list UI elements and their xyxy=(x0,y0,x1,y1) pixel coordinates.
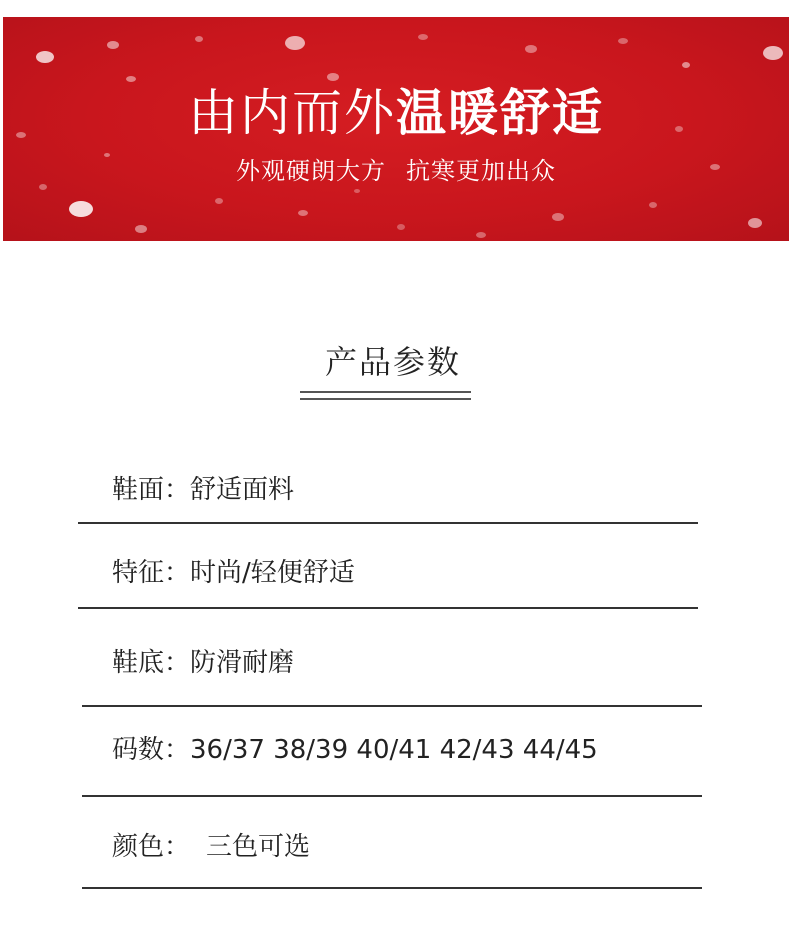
param-row-upper xyxy=(112,473,294,507)
param-label: 颜色： xyxy=(112,832,191,862)
banner-subline xyxy=(3,156,789,186)
section-title: 产品参数 xyxy=(324,343,461,381)
param-label: 特征： xyxy=(112,558,191,588)
headline-light-text: 由内而外 xyxy=(188,84,396,142)
param-value: 防滑耐磨 xyxy=(190,648,295,678)
param-value: 三色可选 xyxy=(206,832,311,862)
param-row-sole xyxy=(112,646,294,680)
param-label: 鞋底： xyxy=(112,648,191,678)
headline-bold-text: 温暖舒适 xyxy=(396,84,604,142)
subline-left-text: 外观硬朗大方 xyxy=(236,157,386,185)
hero-banner xyxy=(3,17,789,241)
section-title-underline xyxy=(300,391,471,400)
param-row-feature xyxy=(112,556,355,590)
param-label: 码数： xyxy=(112,735,191,765)
param-label: 鞋面： xyxy=(112,475,191,505)
banner-headline xyxy=(3,83,789,143)
param-value: 舒适面料 xyxy=(190,475,295,505)
param-row-size xyxy=(112,733,598,767)
param-row-color xyxy=(112,830,310,864)
param-divider xyxy=(78,607,698,609)
subline-right-text: 抗寒更加出众 xyxy=(406,157,556,185)
param-divider xyxy=(82,887,702,889)
param-divider xyxy=(78,522,698,524)
param-value: 36/37 38/39 40/41 42/43 44/45 xyxy=(190,735,598,765)
param-value: 时尚/轻便舒适 xyxy=(190,558,355,588)
param-divider xyxy=(82,795,702,797)
param-divider xyxy=(82,705,702,707)
